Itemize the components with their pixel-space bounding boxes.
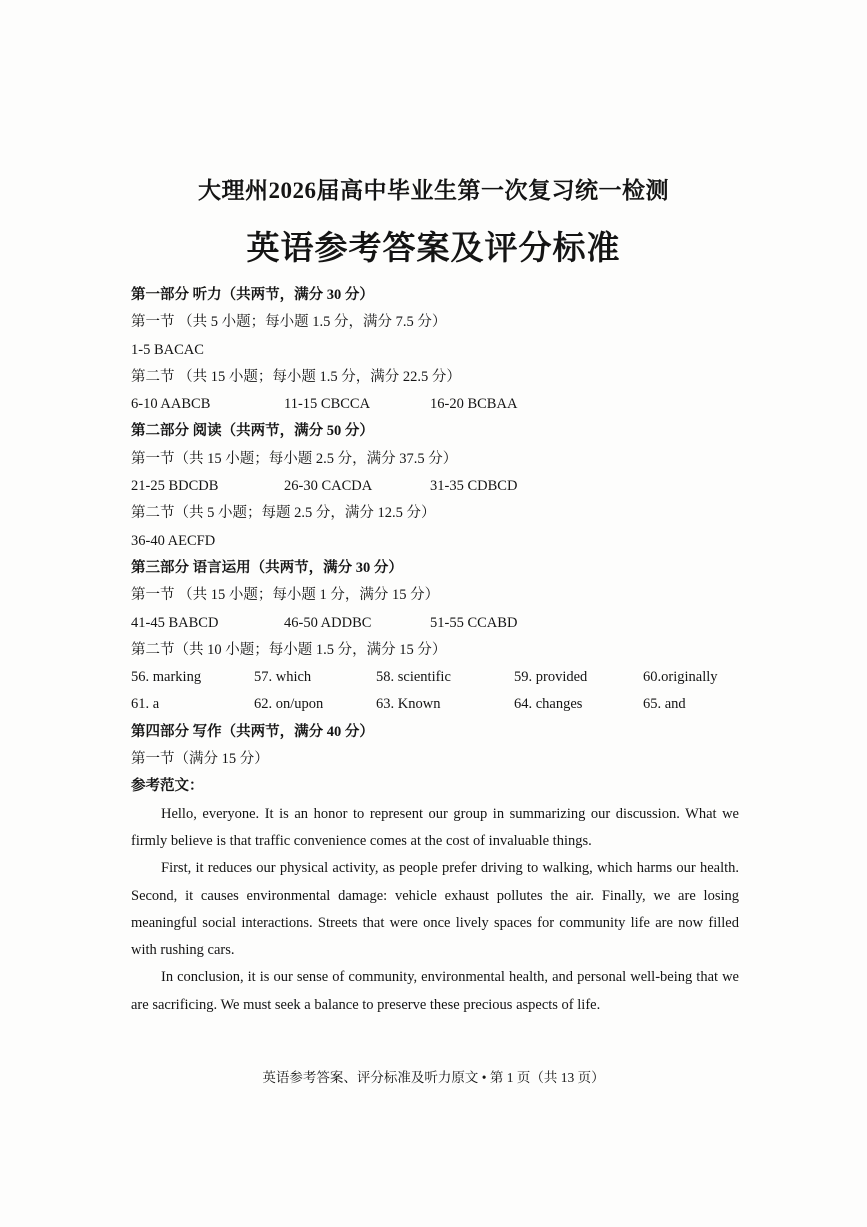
- essay-paragraph: Hello, everyone. It is an honor to represent our group in summarizing our discussion. What we firmly believe is that traffic convenience comes at the cost of invaluable things.: [131, 805, 739, 849]
- answer-group: 46-50 ADDBC: [284, 614, 372, 631]
- essay-paragraph: First, it reduces our physical activity, as people prefer driving to walking, which harms our health. Second, it causes environmental damage: vehicle exhaust pollutes the air. Finally, we are losing meaningful social interactions. Streets that were once lively spaces for community life are now filled with rushing cars.: [131, 860, 739, 959]
- part2-heading: 第二部分 阅读（共两节，满分 50 分）: [131, 423, 374, 440]
- part3-section2-heading: 第二节（共 10 小题；每小题 1.5 分，满分 15 分）: [131, 641, 447, 658]
- part3-section1-answers: [131, 610, 743, 637]
- answer-item: 61. a: [131, 696, 160, 713]
- part3-section2-answers-row2: [131, 691, 743, 718]
- part1-heading: 第一部分 听力（共两节，满分 30 分）: [131, 287, 374, 303]
- part1-section2-heading: 第二节 （共 15 小题；每小题 1.5 分，满分 22.5 分）: [131, 368, 461, 385]
- answer-group: 21-25 BDCDB: [131, 478, 219, 495]
- part2-section2-heading: 第二节（共 5 小题；每题 2.5 分，满分 12.5 分）: [131, 505, 436, 522]
- answer-item: 58. scientific: [376, 669, 451, 686]
- part3-heading: 第三部分 语言运用（共两节，满分 30 分）: [131, 559, 403, 576]
- page-footer: 英语参考答案、评分标准及听力原文 • 第 1 页（共 13 页）: [262, 1070, 605, 1085]
- part2-section1-answers: [131, 473, 743, 500]
- exam-title: 大理州2026届高中毕业生第一次复习统一检测: [198, 178, 669, 203]
- answer-group: 11-15 CBCCA: [284, 396, 371, 413]
- essay-paragraph: In conclusion, it is our sense of community, environmental health, and personal well-being that we are sacrificing. We must seek a balance to preserve these precious aspects of life.: [131, 969, 739, 1013]
- part4-heading: 第四部分 写作（共两节，满分 40 分）: [131, 723, 374, 740]
- answer-group: 51-55 CCABD: [430, 614, 518, 631]
- document-title: 英语参考答案及评分标准: [246, 231, 621, 267]
- part2-section1-heading: 第一节（共 15 小题；每小题 2.5 分，满分 37.5 分）: [131, 450, 458, 467]
- answer-item: 57. which: [254, 669, 312, 686]
- part2-section2-answers: 36-40 AECFD: [131, 532, 216, 549]
- answer-item: 59. provided: [514, 669, 588, 686]
- answer-item: 64. changes: [514, 696, 583, 713]
- answer-group: 31-35 CDBCD: [430, 478, 518, 495]
- part3-section1-heading: 第一节 （共 15 小题；每小题 1 分，满分 15 分）: [131, 587, 440, 604]
- answer-group: 16-20 BCBAA: [430, 396, 518, 413]
- answer-content: [131, 282, 743, 1019]
- part1-section1-heading: 第一节 （共 5 小题；每小题 1.5 分，满分 7.5 分）: [131, 314, 447, 331]
- answer-group: 41-45 BABCD: [131, 614, 219, 631]
- answer-group: 26-30 CACDA: [284, 478, 373, 495]
- answer-group: 6-10 AABCB: [131, 396, 211, 413]
- part1-section1-answers: 1-5 BACAC: [131, 341, 204, 358]
- part4-section1-heading: 第一节（满分 15 分）: [131, 751, 269, 768]
- answer-item: 63. Known: [376, 696, 441, 713]
- answer-item: 56. marking: [131, 669, 202, 686]
- part1-section2-answers: [131, 391, 743, 418]
- answer-item: 62. on/upon: [254, 696, 324, 713]
- sample-essay-label: 参考范文：: [131, 778, 204, 795]
- answer-item: 65. and: [643, 696, 686, 713]
- part3-section2-answers-row1: [131, 664, 743, 691]
- answer-item: 60.originally: [643, 669, 718, 686]
